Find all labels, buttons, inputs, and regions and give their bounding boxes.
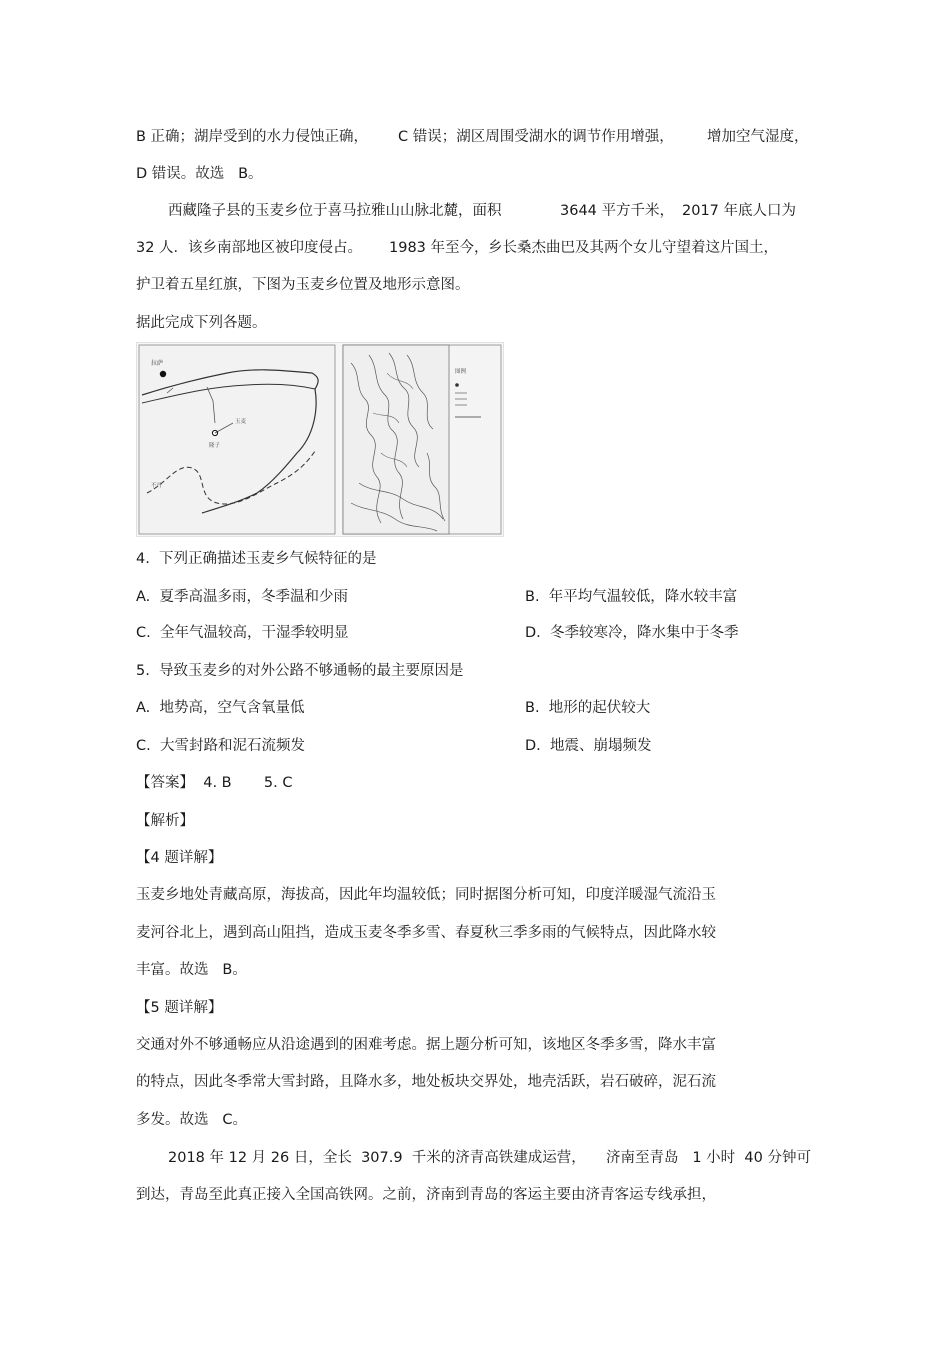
text-line: 玉麦乡地处青藏高原，海拔高，因此年均温较低；同时据图分析可知，印度洋暖湿气流沿玉 bbox=[136, 887, 716, 903]
text-line: 护卫着五星红旗，下图为玉麦乡位置及地形示意图。 bbox=[136, 277, 470, 293]
question-4-option-c: C. 全年气温较高，干湿季较明显 bbox=[136, 625, 349, 641]
question-5-option-c: C. 大雪封路和泥石流频发 bbox=[136, 738, 305, 754]
text-line: 到达，青岛至此真正接入全国高铁网。之前，济南到青岛的客运主要由济青客运专线承担， bbox=[136, 1187, 716, 1203]
question-4-stem: 4. 下列正确描述玉麦乡气候特征的是 bbox=[136, 551, 377, 567]
question-4-option-d: D. 冬季较寒冷，降水集中于冬季 bbox=[525, 625, 739, 641]
text-line: D 错误。故选 B。 bbox=[136, 166, 263, 182]
question-5-option-b: B. 地形的起伏较大 bbox=[525, 700, 651, 716]
text-line: 交通对外不够通畅应从沿途遇到的困难考虑。据上题分析可知，该地区冬季多雪，降水丰富 bbox=[136, 1037, 716, 1053]
text-line: 1983 年至今， bbox=[389, 240, 489, 256]
text-line: 丰富。故选 B。 bbox=[136, 962, 247, 978]
text-line: 2018 年 12 月 26 日，全长 307.9 千米的济青高铁建成运营， bbox=[168, 1150, 586, 1166]
text-line: 济南至青岛 1 小时 40 分钟可 bbox=[606, 1150, 811, 1166]
map-label-yumai: 玉麦 bbox=[235, 419, 247, 425]
text-line: 乡长桑杰曲巴及其两个女儿守望着这片国土， bbox=[488, 240, 778, 256]
text-line: B 正确；湖岸受到的水力侵蚀正确， bbox=[136, 129, 369, 145]
text-line: C 错误；湖区周围受湖水的调节作用增强， bbox=[398, 129, 674, 145]
text-line: 增加空气湿度， bbox=[707, 129, 809, 145]
map-figure bbox=[136, 342, 504, 537]
text-line: 麦河谷北上，遇到高山阻挡，造成玉麦冬季多雪、春夏秋三季多雨的气候特点，因此降水较 bbox=[136, 925, 716, 941]
question-5-stem: 5. 导致玉麦乡的对外公路不够通畅的最主要原因是 bbox=[136, 663, 464, 679]
text-line: 多发。故选 C。 bbox=[136, 1112, 247, 1128]
location-map bbox=[137, 343, 503, 536]
text-line: 西藏隆子县的玉麦乡位于喜马拉雅山山脉北麓，面积 bbox=[168, 203, 502, 219]
question-4-option-a: A. 夏季高温多雨，冬季温和少雨 bbox=[136, 589, 348, 605]
map-label-longzi: 隆子 bbox=[209, 443, 221, 449]
map-legend-title: 图例 bbox=[455, 369, 467, 375]
map-label-lhasa: 拉萨 bbox=[151, 360, 164, 367]
question-5-option-d: D. 地震、崩塌频发 bbox=[525, 738, 652, 754]
legend-settlement-icon bbox=[455, 383, 459, 387]
map-label-budan: 不丹 bbox=[151, 483, 163, 489]
analysis-heading: 【解析】 bbox=[136, 813, 194, 829]
lhasa-marker-icon bbox=[160, 371, 166, 377]
question-4-option-b: B. 年平均气温较低，降水较丰富 bbox=[525, 589, 738, 605]
question-5-option-a: A. 地势高，空气含氧量低 bbox=[136, 700, 305, 716]
text-line: 的特点，因此冬季常大雪封路，且降水多，地处板块交界处，地壳活跃，岩石破碎，泥石流 bbox=[136, 1074, 716, 1090]
text-line: 32 人．该乡南部地区被印度侵占。 bbox=[136, 240, 363, 256]
text-line: 据此完成下列各题。 bbox=[136, 315, 267, 331]
answer-line: 【答案】 4. B 5. C bbox=[136, 775, 293, 791]
detail-4-heading: 【4 题详解】 bbox=[136, 850, 223, 866]
text-line: 3644 平方千米， bbox=[560, 203, 675, 219]
text-line: 2017 年底人口为 bbox=[682, 203, 797, 219]
detail-5-heading: 【5 题详解】 bbox=[136, 1000, 223, 1016]
